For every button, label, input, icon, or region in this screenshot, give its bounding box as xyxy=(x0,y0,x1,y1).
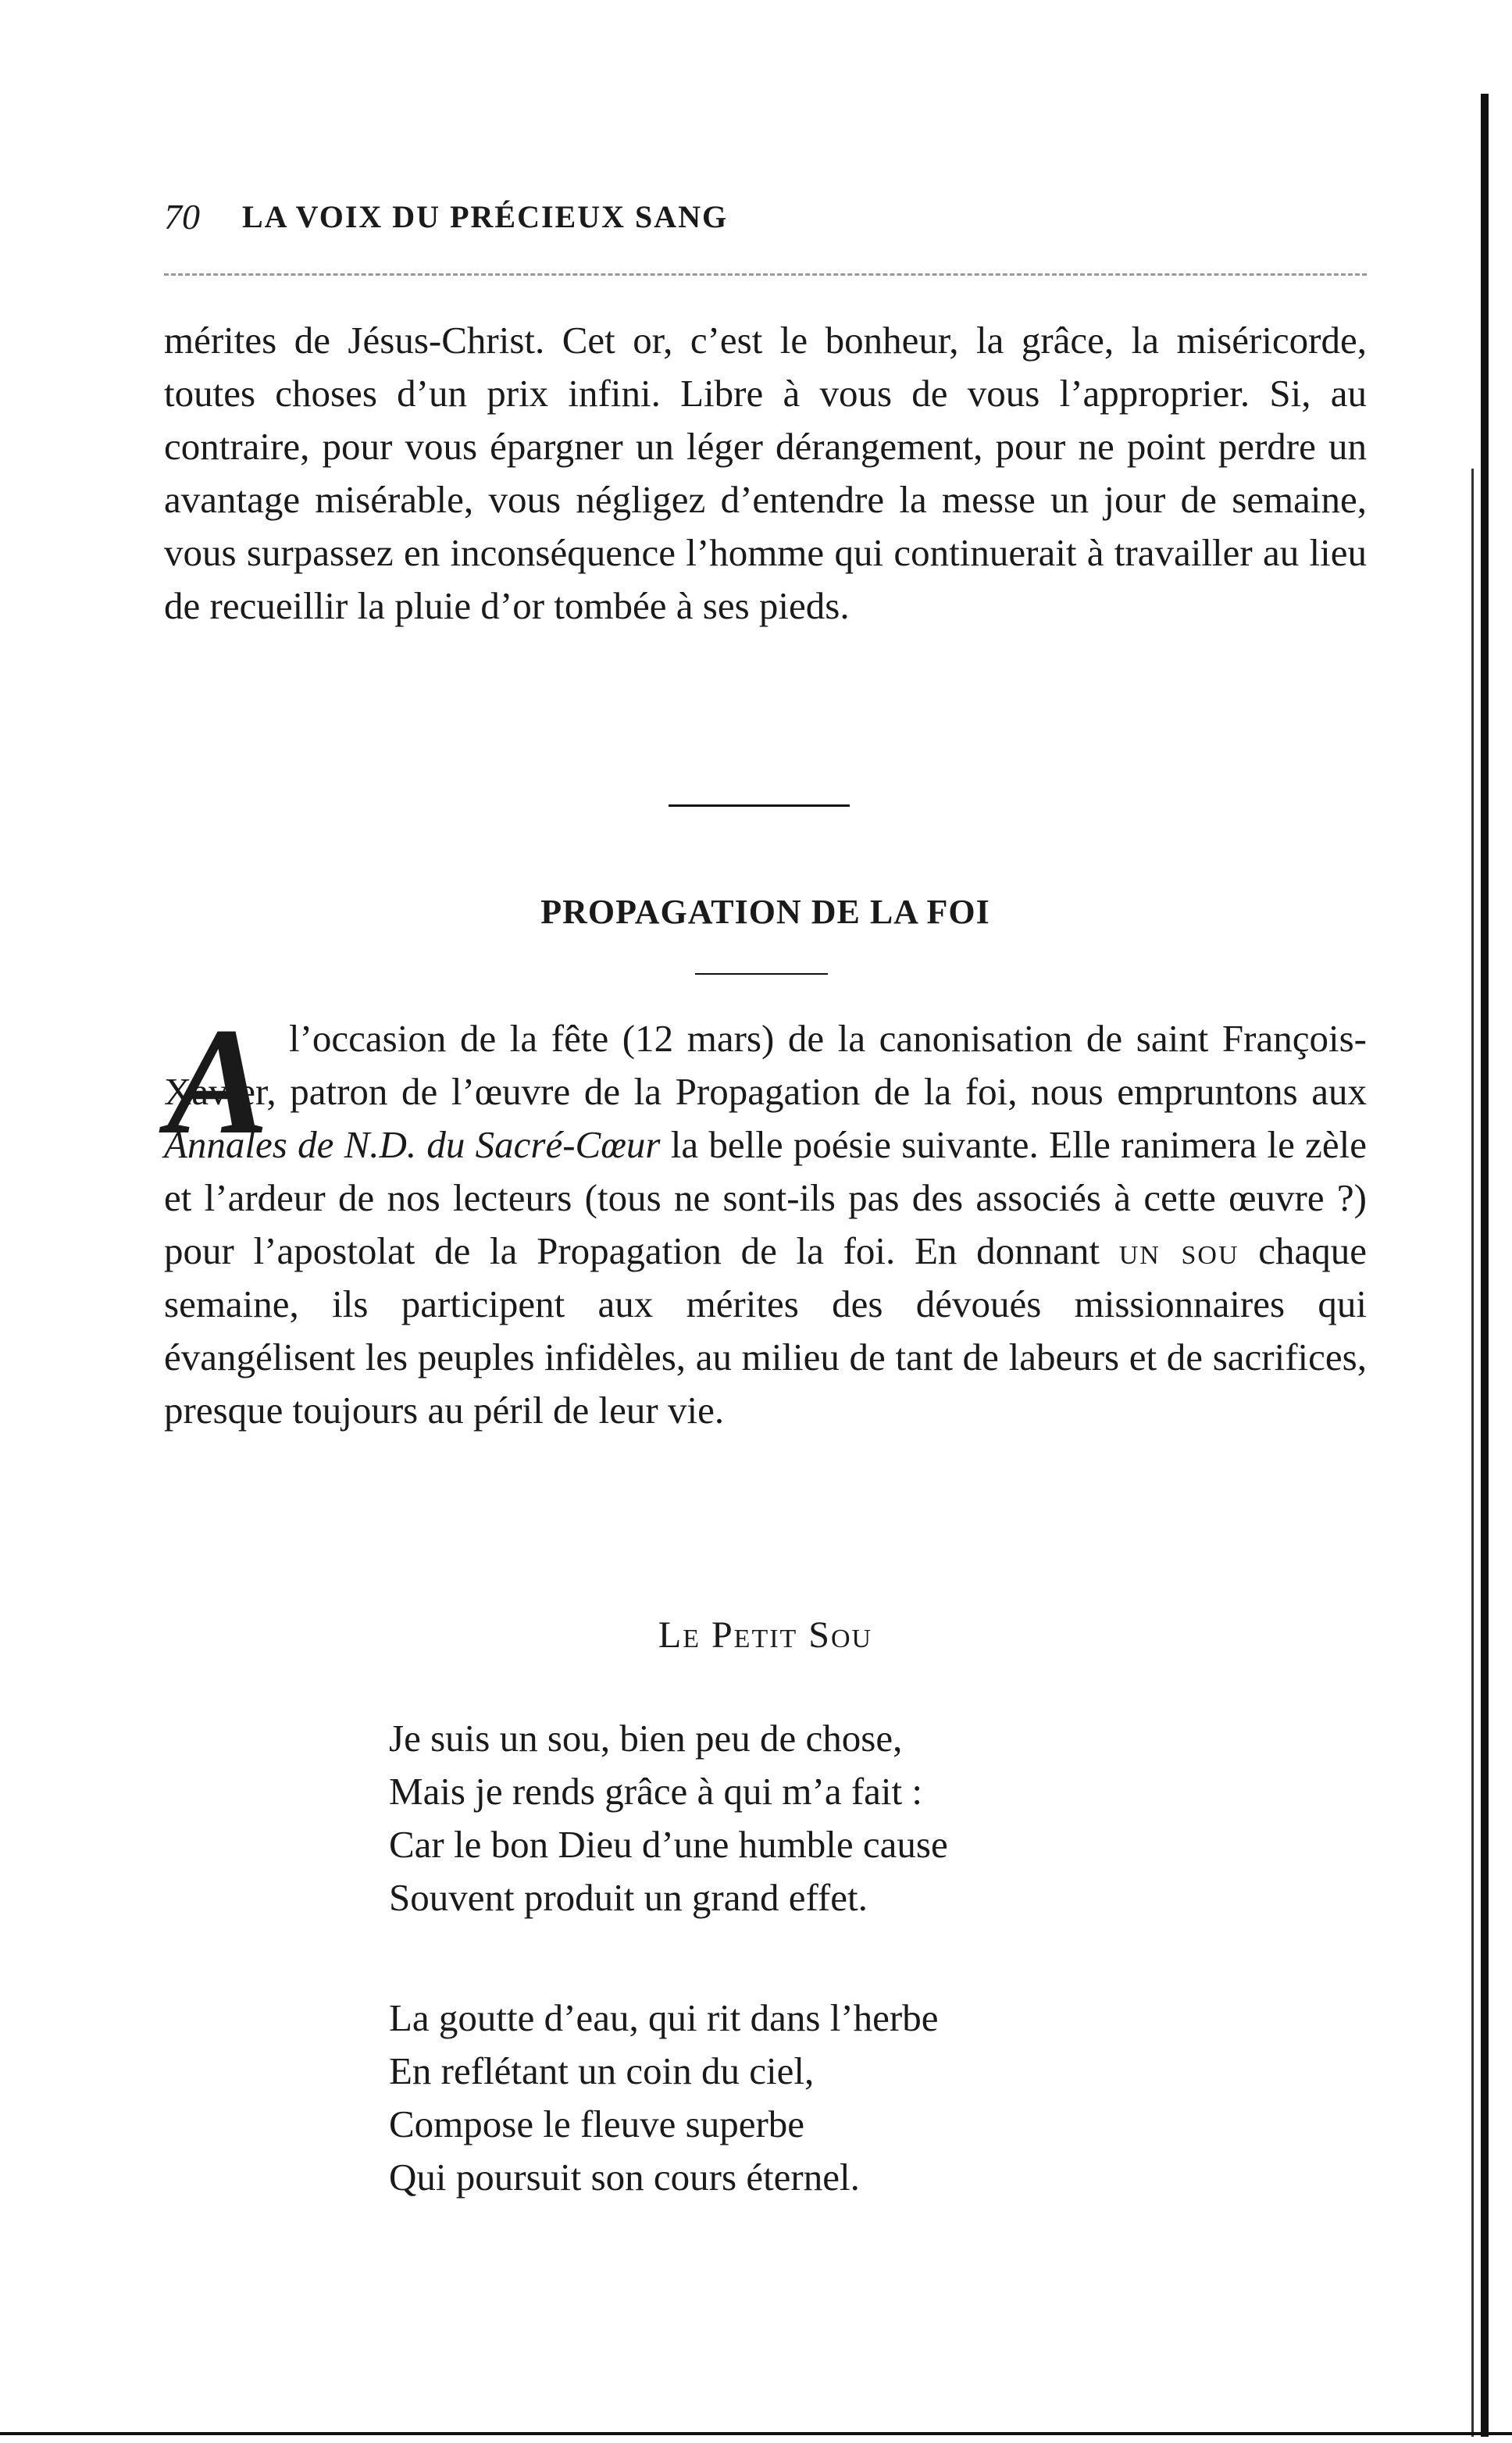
page-edge-shadow xyxy=(1481,94,1489,2437)
drop-cap-indent xyxy=(164,1043,289,1051)
poem-line: Je suis un sou, bien peu de chose, xyxy=(389,1717,903,1760)
page-header xyxy=(164,194,1367,241)
paragraph-meditation: mérites de Jésus-Christ. Cet or, c’est le bonheur, la grâce, la miséricorde, toutes choses d’un prix infini. Libre à vous de vous l’approprier. Si, au contraire, pour vous épargner un léger dérangement, pour ne point perdre un avantage misérable, vous négligez d’entendre la messe un jour de semaine, vous surpassez en inconséquence l’homme qui continuerait à travailler au lieu de recueillir la pluie d’or tombée à ses pieds. xyxy=(164,319,1367,627)
poem-line: Souvent produit un grand effet. xyxy=(389,1876,868,1919)
poem-line: En reflétant un coin du ciel, xyxy=(389,2049,815,2092)
paragraph-text-c: chaque semaine, ils participent aux mérites des dévoués missionnaires qui évangélisent les peuples infidèles, au milieu de tant de labeurs et de sacrifices, presque toujours au péril de leur vie. xyxy=(164,1229,1367,1432)
poem-line: Car le bon Dieu d’une humble cause xyxy=(389,1823,948,1866)
paragraph-text-b: la belle poésie suivante. Elle ranimera le zèle et l’ardeur de nos lecteurs (tous ne sont-ils pas des associés à cette œuvre ?) pour l’apostolat de la Propagation de la foi. En donnant xyxy=(164,1123,1367,1272)
poem-line: La goutte d’eau, qui rit dans l’herbe xyxy=(389,1996,939,2039)
emphasis-un-sou: un sou xyxy=(1118,1229,1239,1272)
page-edge-line xyxy=(1471,469,1474,2437)
paragraph-text-a: l’occasion de la fête (12 mars) de la canonisation de saint François-Xavier, patron de l’œuvre de la Propagation de la foi, nous empruntons aux xyxy=(164,1017,1367,1113)
section-divider xyxy=(669,804,850,807)
poem-stanza-2 xyxy=(389,1992,1326,2204)
drop-cap: A xyxy=(166,997,269,1166)
title-underline xyxy=(695,973,828,975)
header-rule xyxy=(164,273,1367,276)
journal-title: Annales de N.D. du Sacré-Cœur xyxy=(164,1123,661,1166)
poem-title: Le Petit Sou xyxy=(658,1614,873,1656)
page-number: 70 xyxy=(164,197,200,237)
poem-line: Mais je rends grâce à qui m’a fait : xyxy=(389,1770,923,1813)
section-title: PROPAGATION DE LA FOI xyxy=(540,893,990,931)
poem-line: Qui poursuit son cours éternel. xyxy=(389,2156,860,2199)
page-bottom-edge xyxy=(0,2432,1512,2435)
poem-stanza-1 xyxy=(389,1712,1326,1924)
paragraph-propagation xyxy=(164,1012,1367,1437)
poem-line: Compose le fleuve superbe xyxy=(389,2102,805,2145)
running-title: LA VOIX DU PRÉCIEUX SANG xyxy=(242,199,729,234)
